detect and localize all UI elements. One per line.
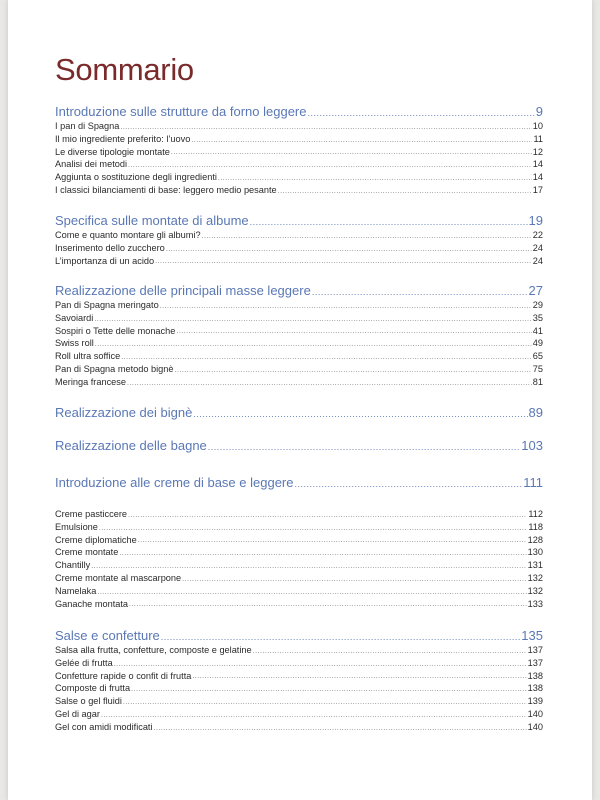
chapter-page: 135: [521, 628, 543, 643]
dot-leader: [94, 314, 531, 325]
entry-title: Composte di frutta: [55, 683, 131, 694]
dot-leader: [129, 599, 527, 610]
toc-chapter: [55, 404, 543, 421]
toc-entry: [55, 644, 543, 657]
toc-chapter: [55, 474, 543, 491]
entry-title: Aggiunta o sostituzione degli ingredienti: [55, 172, 217, 183]
toc-entry: [55, 363, 543, 376]
dot-leader: [155, 256, 532, 267]
toc-entry: [55, 184, 543, 197]
entry-page: 14: [532, 172, 543, 183]
dot-leader: [121, 352, 532, 363]
dot-leader: [294, 477, 522, 491]
toc-entry: [55, 559, 543, 572]
entry-page: 29: [532, 300, 543, 310]
chapter-title: Realizzazione dei bignè: [55, 405, 193, 420]
dot-leader: [160, 301, 532, 312]
entry-title: Creme montate: [55, 547, 119, 558]
entry-title: Pan di Spagna meringato: [55, 300, 159, 310]
dot-leader: [138, 535, 527, 546]
toc-entry: [55, 350, 543, 363]
toc-section-bagne: [55, 437, 543, 454]
toc-section-strutture: [55, 103, 543, 197]
toc-entry: [55, 682, 543, 695]
entry-page: 81: [532, 376, 543, 387]
toc-entry: [55, 312, 543, 325]
entry-page: 10: [532, 121, 543, 131]
dot-leader: [120, 122, 531, 133]
entry-page: 11: [533, 133, 543, 144]
entry-title: Gel con amidi modificati: [55, 721, 153, 732]
toc-entry: [55, 572, 543, 585]
entry-page: 12: [532, 146, 543, 157]
entry-page: 132: [527, 572, 543, 583]
entry-page: 24: [532, 255, 543, 266]
dot-leader: [182, 574, 527, 585]
toc-entry: [55, 337, 543, 350]
toc-entry: [55, 657, 543, 670]
chapter-title: Specifica sulle montate di albume: [55, 213, 249, 228]
dot-leader: [128, 510, 527, 521]
dot-leader: [99, 523, 527, 534]
toc-section-salse: [55, 627, 543, 734]
entry-title: Il mio ingrediente preferito: l’uovo: [55, 133, 191, 144]
toc-entry: [55, 299, 543, 312]
toc-section-bigne: [55, 404, 543, 421]
dot-leader: [312, 285, 528, 299]
dot-leader: [154, 723, 527, 734]
toc-chapter: [55, 103, 543, 120]
dot-leader: [131, 684, 527, 695]
dot-leader: [218, 173, 532, 184]
entry-title: I pan di Spagna: [55, 121, 120, 131]
toc-entry: [55, 376, 543, 389]
entry-title: Chantilly: [55, 560, 91, 571]
dot-leader: [166, 244, 532, 255]
entry-title: Salse o gel fluidi: [55, 696, 122, 707]
chapter-page: 19: [528, 213, 543, 228]
entry-title: Gel di agar: [55, 708, 100, 719]
entry-page: 131: [527, 560, 543, 571]
dot-leader: [193, 407, 527, 421]
toc-entry: [55, 255, 543, 268]
toc-section-creme: [55, 474, 543, 491]
chapter-title: Salse e confetture: [55, 628, 160, 643]
chapter-page: 27: [528, 283, 543, 298]
toc-entry: [55, 508, 543, 521]
toc-entry: [55, 242, 543, 255]
chapter-title: Realizzazione delle bagne: [55, 438, 207, 453]
entry-title: Le diverse tipologie montate: [55, 146, 170, 157]
entry-title: Savoiardi: [55, 312, 94, 323]
entry-page: 139: [527, 696, 543, 707]
dot-leader: [253, 646, 527, 657]
toc-entry: [55, 133, 543, 146]
toc-entry: [55, 598, 543, 611]
dot-leader: [208, 440, 521, 454]
entry-title: Creme montate al mascarpone: [55, 572, 182, 583]
entry-page: 133: [527, 598, 543, 609]
dot-leader: [123, 697, 527, 708]
dot-leader: [97, 587, 526, 598]
entry-page: 138: [527, 683, 543, 694]
toc-chapter: [55, 212, 543, 229]
entry-title: L’importanza di un acido: [55, 255, 155, 266]
entry-page: 35: [532, 312, 543, 323]
chapter-title: Introduzione sulle strutture da forno leggere: [55, 104, 307, 119]
dot-leader: [192, 671, 526, 682]
entry-title: Creme diplomatiche: [55, 534, 137, 545]
toc-entry: [55, 325, 543, 338]
entry-page: 140: [527, 721, 543, 732]
dot-leader: [114, 659, 527, 670]
entry-title: Sospiri o Tette delle monache: [55, 325, 176, 336]
dot-leader: [91, 561, 526, 572]
toc-chapter: [55, 437, 543, 454]
toc-entry: [55, 534, 543, 547]
entry-page: 14: [532, 159, 543, 170]
page-title: Sommario: [55, 52, 194, 87]
entry-page: 65: [532, 351, 543, 362]
dot-leader: [202, 231, 532, 242]
toc-entry: [55, 146, 543, 159]
toc-entry: [55, 120, 543, 133]
entry-page: 17: [532, 184, 543, 195]
entry-title: Pan di Spagna metodo bignè: [55, 363, 174, 374]
chapter-page: 89: [528, 405, 543, 420]
chapter-title: Realizzazione delle principali masse leggere: [55, 283, 311, 298]
toc-chapter: [55, 282, 543, 299]
toc-entry: [55, 695, 543, 708]
entry-page: 130: [527, 547, 543, 558]
entry-page: 75: [532, 363, 543, 374]
entry-page: 138: [527, 670, 543, 681]
toc-entry: [55, 670, 543, 683]
toc-entry: [55, 171, 543, 184]
entry-title: Meringa francese: [55, 376, 126, 387]
entry-title: Roll ultra soffice: [55, 351, 121, 362]
toc-entry: [55, 708, 543, 721]
dot-leader: [161, 630, 521, 644]
dot-leader: [175, 365, 532, 376]
toc-entry: [55, 521, 543, 534]
toc-section-creme-entries: [55, 508, 543, 610]
entry-page: 140: [527, 708, 543, 719]
entry-page: 24: [532, 242, 543, 253]
toc-entry: [55, 585, 543, 598]
toc-entry: [55, 158, 543, 171]
entry-page: 128: [527, 534, 543, 545]
entry-title: Emulsione: [55, 521, 98, 532]
toc-entry: [55, 546, 543, 559]
entry-page: 132: [527, 585, 543, 596]
entry-page: 41: [532, 325, 543, 336]
dot-leader: [95, 339, 532, 350]
dot-leader: [278, 186, 532, 197]
dot-leader: [119, 548, 526, 559]
toc-entry: [55, 229, 543, 242]
entry-title: Namelaka: [55, 585, 97, 596]
entry-title: Confetture rapide o confit di frutta: [55, 670, 192, 681]
dot-leader: [308, 106, 535, 120]
chapter-page: 111: [523, 475, 543, 490]
chapter-title: Introduzione alle creme di base e leggere: [55, 475, 294, 490]
entry-title: Inserimento dello zucchero: [55, 242, 165, 253]
dot-leader: [171, 147, 532, 158]
dot-leader: [128, 160, 532, 171]
entry-page: 112: [528, 509, 543, 519]
toc-chapter: [55, 627, 543, 644]
dot-leader: [191, 135, 532, 146]
entry-title: Swiss roll: [55, 338, 94, 349]
entry-page: 137: [527, 645, 543, 655]
dot-leader: [101, 710, 527, 721]
toc-section-masse: [55, 282, 543, 389]
dot-leader: [176, 326, 531, 337]
chapter-page: 103: [521, 438, 543, 453]
entry-page: 49: [532, 338, 543, 349]
entry-page: 22: [532, 230, 543, 240]
chapter-page: 9: [535, 104, 543, 119]
entry-page: 118: [528, 521, 543, 532]
entry-title: Salsa alla frutta, confetture, composte e gelatine: [55, 645, 252, 655]
entry-title: Analisi dei metodi: [55, 159, 128, 170]
dot-leader: [127, 378, 532, 389]
entry-title: Ganache montata: [55, 598, 129, 609]
entry-title: I classici bilanciamenti di base: leggero medio pesante: [55, 184, 277, 195]
dot-leader: [250, 215, 528, 229]
document-page: [8, 0, 592, 800]
toc-entry: [55, 721, 543, 734]
toc-section-albume: [55, 212, 543, 267]
entry-title: Creme pasticcere: [55, 509, 127, 519]
entry-title: Gelée di frutta: [55, 657, 113, 668]
entry-title: Come e quanto montare gli albumi?: [55, 230, 201, 240]
entry-page: 137: [527, 657, 543, 668]
